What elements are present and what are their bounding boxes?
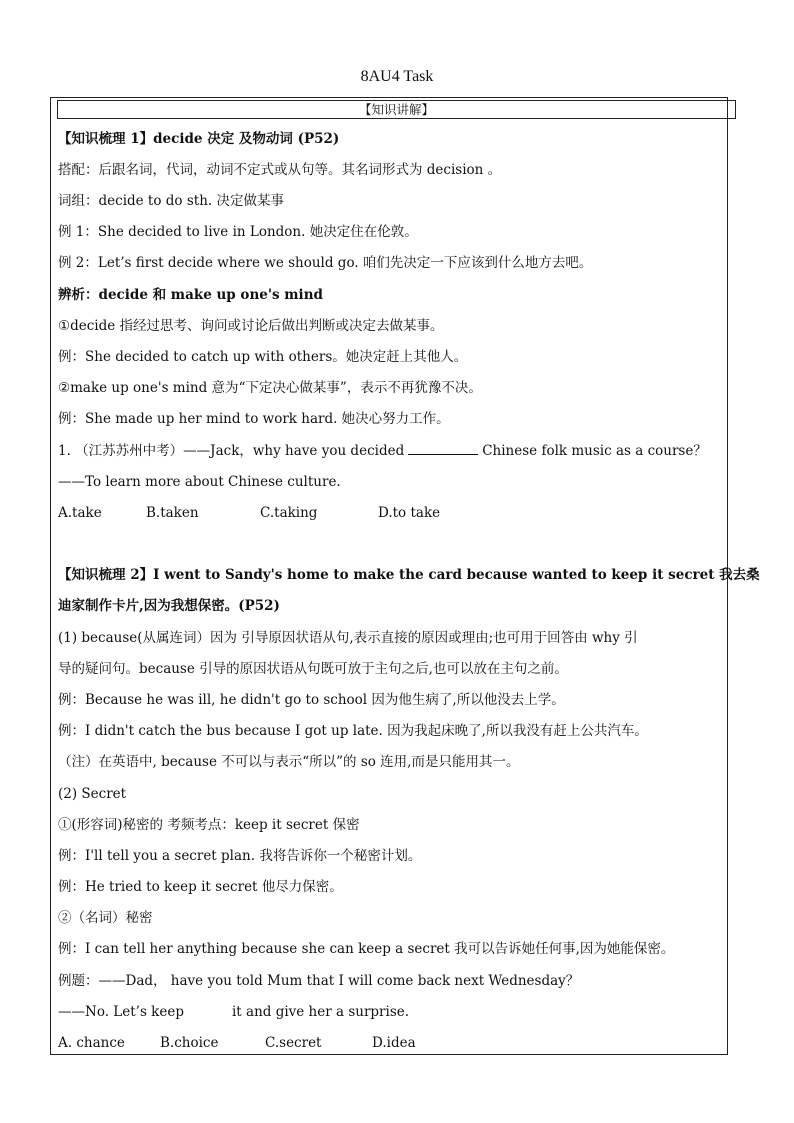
question-1-suffix: Chinese folk music as a course？ bbox=[482, 443, 707, 459]
because-explanation: (1) because(从属连词）因为 引导原因状语从句,表示直接的原因或理由;也可用于回答由 why 引 bbox=[58, 630, 638, 646]
question-2-reply bbox=[58, 1004, 409, 1020]
secret-heading: (2) Secret bbox=[58, 786, 127, 802]
option-a: A. chance bbox=[58, 1035, 125, 1051]
option-b: B.choice bbox=[160, 1035, 219, 1051]
collocation-line: 搭配：后跟名词，代词，动词不定式或从句等。其名词形式为 decision 。 bbox=[58, 162, 502, 178]
answer-blank bbox=[408, 443, 478, 455]
example-1: 例 1：She decided to live in London. 她决定住在伦敦。 bbox=[58, 224, 418, 240]
because-note: （注）在英语中, because 不可以与表示“所以”的 so 连用,而是只能用其一。 bbox=[58, 754, 520, 770]
option-d: D.to take bbox=[378, 505, 441, 521]
section-2-heading-cont: 迪家制作卡片,因为我想保密。(P52) bbox=[58, 598, 280, 614]
option-d: D.idea bbox=[372, 1035, 416, 1051]
secret-example-2: 例：He tried to keep it secret 他尽力保密。 bbox=[58, 879, 343, 895]
decide-example: 例：She decided to catch up with others。她决定赶上其他人。 bbox=[58, 349, 468, 365]
question-2-prefix: ——No. Let’s keep bbox=[58, 1004, 184, 1020]
make-up-mind-explanation: ②make up one's mind 意为“下定决心做某事”，表示不再犹豫不决。 bbox=[58, 380, 482, 396]
section-header: 【知识讲解】 bbox=[57, 100, 736, 119]
option-a: A.take bbox=[58, 505, 102, 521]
secret-noun: ②（名词）秘密 bbox=[58, 910, 153, 926]
secret-noun-example: 例：I can tell her anything because she can keep a secret 我可以告诉她任何事,因为她能保密。 bbox=[58, 941, 675, 957]
question-1-reply: ——To learn more about Chinese culture. bbox=[58, 474, 341, 490]
example-2: 例 2：Let’s first decide where we should go. 咱们先决定一下应该到什么地方去吧。 bbox=[58, 255, 593, 271]
option-b: B.taken bbox=[146, 505, 199, 521]
because-example-2: 例：I didn't catch the bus because I got up late. 因为我起床晚了,所以我没有赶上公共汽车。 bbox=[58, 723, 648, 739]
secret-example-1: 例：I'll tell you a secret plan. 我将告诉你一个秘密计划。 bbox=[58, 848, 422, 864]
secret-adjective: ①(形容词)秘密的 考频考点：keep it secret 保密 bbox=[58, 817, 360, 833]
page-title: 8AU4 Task bbox=[360, 68, 434, 85]
distinction-heading: 辨析：decide 和 make up one's mind bbox=[58, 287, 323, 303]
option-c: C.secret bbox=[265, 1035, 322, 1051]
phrase-line: 词组：decide to do sth. 决定做某事 bbox=[58, 193, 284, 209]
decide-explanation: ①decide 指经过思考、询问或讨论后做出判断或决定去做某事。 bbox=[58, 318, 444, 334]
make-up-mind-example: 例：She made up her mind to work hard. 她决心努力工作。 bbox=[58, 411, 450, 427]
option-c: C.taking bbox=[260, 505, 318, 521]
question-2: 例题：——Dad， have you told Mum that I will come back next Wednesday？ bbox=[58, 973, 580, 989]
question-1-prefix: 1. （江苏苏州中考）——Jack，why have you decided bbox=[58, 443, 405, 459]
question-1 bbox=[58, 443, 707, 459]
because-example-1: 例：Because he was ill, he didn't go to school 因为他生病了,所以他没去上学。 bbox=[58, 692, 565, 708]
section-2-heading: 【知识梳理 2】I went to Sandy's home to make the card because wanted to keep it secret 我去桑 bbox=[58, 567, 760, 583]
because-explanation-cont: 导的疑问句。because 引导的原因状语从句既可放于主句之后,也可以放在主句之前。 bbox=[58, 661, 568, 677]
question-2-suffix: it and give her a surprise. bbox=[231, 1004, 410, 1020]
section-1-heading: 【知识梳理 1】decide 决定 及物动词 (P52) bbox=[58, 131, 340, 147]
